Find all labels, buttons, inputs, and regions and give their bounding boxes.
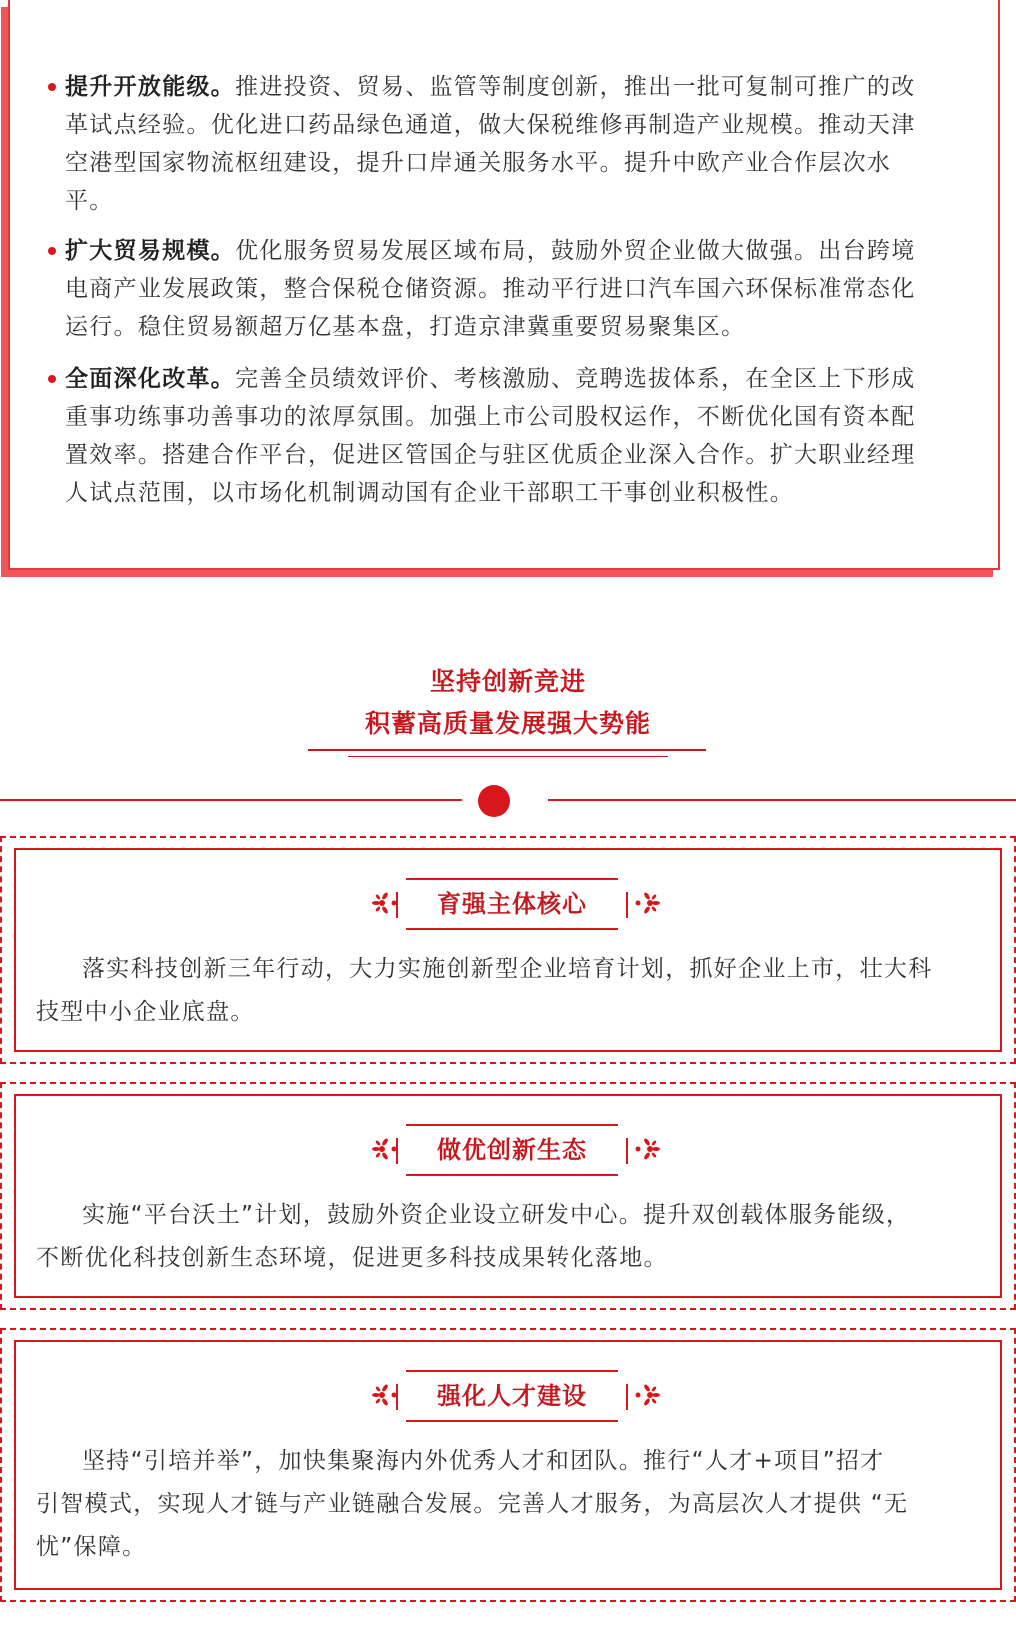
bullet-dot-icon (48, 375, 56, 383)
bullet-lead: 扩大贸易规模。 (65, 238, 236, 264)
divider-line-right (548, 799, 1016, 801)
bullet-text: 运行。稳住贸易额超万亿基本盘，打造京津冀重要贸易聚集区。 (65, 314, 746, 340)
bullet-item-reform (65, 360, 987, 512)
section-card-inner (14, 1340, 1002, 1590)
card-heading-label: 做优创新生态 (406, 1124, 618, 1176)
card-heading (16, 1370, 1000, 1422)
section-card-inner (14, 848, 1002, 1052)
card-text-line: 坚持“引培并举”，加快集聚海内外优秀人才和团队。推行“人才+项目”招才 (82, 1448, 885, 1474)
bullet-text: 完善全员绩效评价、考核激励、竞聘选拔体系，在全区上下形成 (235, 366, 916, 392)
bullet-text: 推进投资、贸易、监管等制度创新，推出一批可复制可推广的改 (235, 74, 916, 100)
card-body (36, 1194, 980, 1280)
bullet-lead: 全面深化改革。 (65, 366, 236, 392)
card-text-line: 忧”保障。 (36, 1534, 147, 1560)
card-heading-label: 强化人才建设 (406, 1370, 618, 1422)
flower-right-icon (632, 1380, 660, 1410)
bullet-line (65, 68, 987, 106)
heading-bar (396, 1138, 398, 1164)
card-text-line: 落实科技创新三年行动，大力实施创新型企业培育计划，抓好企业上市，壮大科 (82, 956, 933, 982)
card-text-line: 引智模式，实现人才链与产业链融合发展。完善人才服务，为高层次人才提供 “无 (36, 1491, 909, 1517)
title-underline (308, 749, 706, 751)
title-underline (348, 756, 668, 757)
bullet-dot-icon (48, 247, 56, 255)
bullet-lead: 提升开放能级。 (65, 74, 236, 100)
section-title-line1: 坚持创新竞进 (429, 667, 586, 696)
bullet-text: 革试点经验。优化进口药品绿色通道，做大保税维修再制造产业规模。推动天津 (65, 112, 916, 138)
card-text-line: 不断优化科技创新生态环境，促进更多科技成果转化落地。 (36, 1245, 668, 1271)
flower-right-icon (632, 888, 660, 918)
bullet-text: 优化服务贸易发展区域布局，鼓励外贸企业做大做强。出台跨境 (235, 238, 916, 264)
card-heading (16, 878, 1000, 930)
section-card (0, 836, 1016, 1064)
bullet-dot-icon (48, 83, 56, 91)
bullet-item-open (65, 68, 987, 220)
section-card (0, 1328, 1016, 1602)
heading-bar (626, 1384, 628, 1410)
section-title-line2: 积蓄高质量发展强大势能 (364, 709, 651, 738)
bullet-text: 重事功练事功善事功的浓厚氛围。加强上市公司股权运作，不断优化国有资本配 (65, 404, 916, 430)
flower-right-icon (632, 1134, 660, 1164)
bullet-line (65, 232, 987, 270)
heading-bar (626, 1138, 628, 1164)
card-text-line: 实施“平台沃土”计划，鼓励外资企业设立研发中心。提升双创载体服务能级， (82, 1202, 911, 1228)
bullet-text: 人试点范围，以市场化机制调动国有企业干部职工干事创业积极性。 (65, 480, 794, 506)
bullet-line (65, 360, 987, 398)
heading-bar (626, 892, 628, 918)
divider-dot-icon (478, 785, 510, 817)
policy-card (8, 0, 1000, 570)
bullet-text: 电商产业发展政策，整合保税仓储资源。推动平行进口汽车国六环保标准常态化 (65, 276, 916, 302)
heading-bar (396, 1384, 398, 1410)
card-text-line: 技型中小企业底盘。 (36, 999, 255, 1025)
bullet-text: 空港型国家物流枢纽建设，提升口岸通关服务水平。提升中欧产业合作层次水 (65, 150, 892, 176)
card-body (36, 948, 980, 1034)
section-card (0, 1082, 1016, 1310)
card-heading (16, 1124, 1000, 1176)
card-body (36, 1440, 980, 1569)
bullet-text: 置效率。搭建合作平台，促进区管国企与驻区优质企业深入合作。扩大职业经理 (65, 442, 916, 468)
heading-bar (396, 892, 398, 918)
bullet-text: 平。 (65, 188, 114, 214)
divider-line-left (0, 799, 462, 801)
bullet-item-trade (65, 232, 987, 346)
card-heading-label: 育强主体核心 (406, 878, 618, 930)
section-card-inner (14, 1094, 1002, 1298)
